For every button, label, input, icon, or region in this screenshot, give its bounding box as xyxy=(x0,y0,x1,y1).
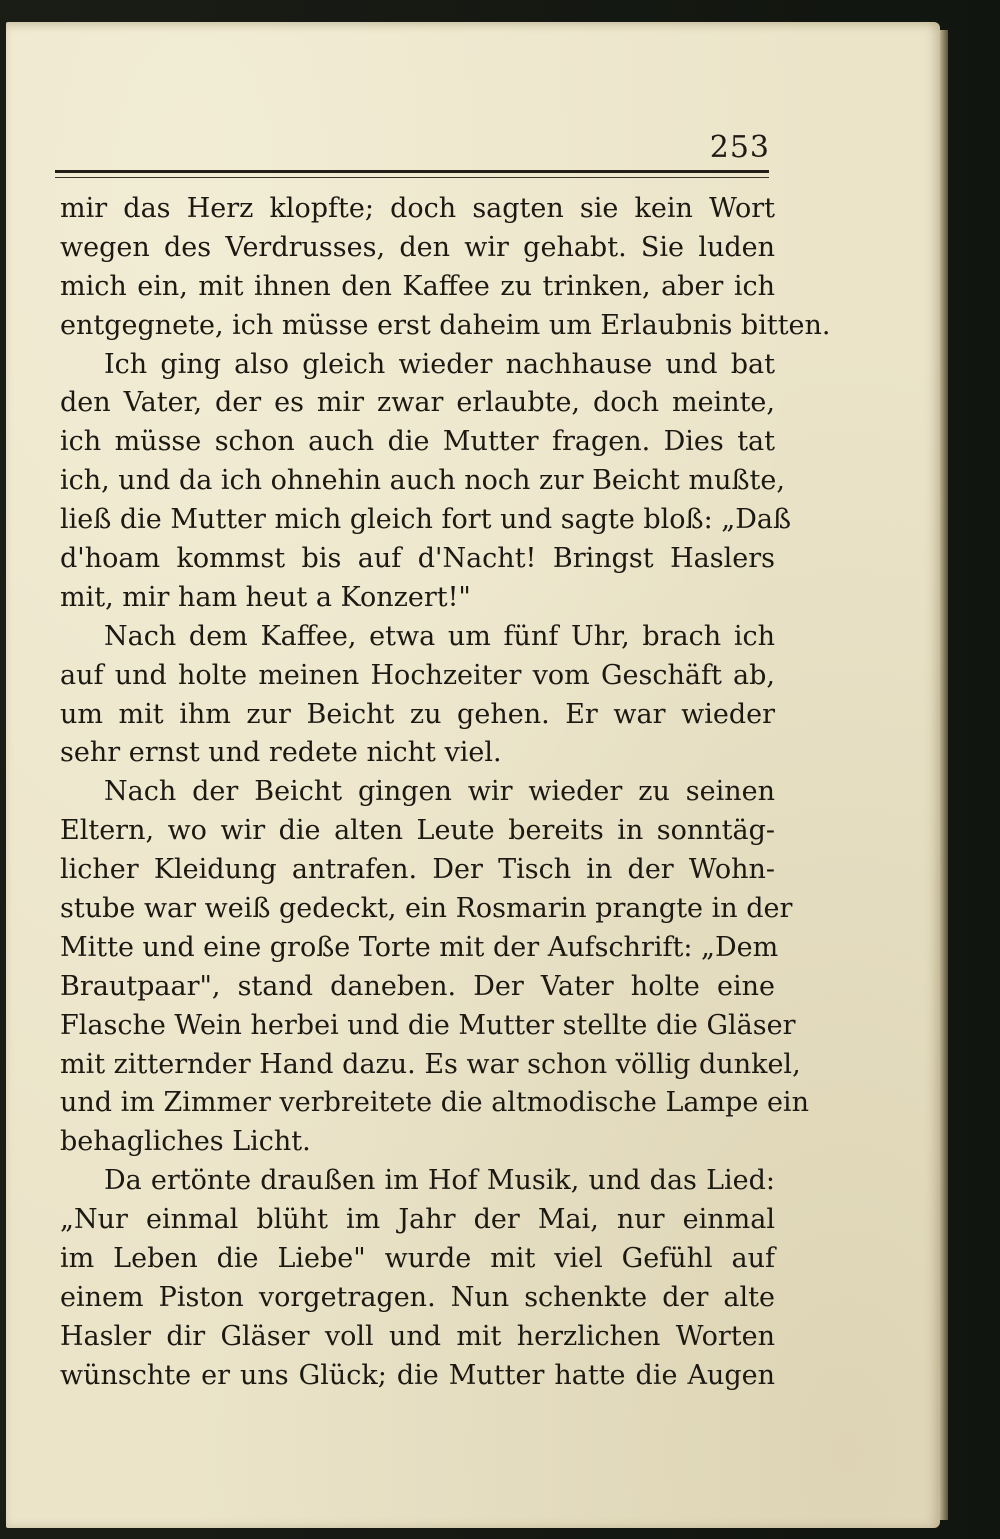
text-line: mir das Herz klopfte; doch sagten sie kein Wort xyxy=(60,193,775,224)
text-line: auf und holte meinen Hochzeiter vom Geschäft ab, xyxy=(60,659,775,691)
text-line: Da ertönte draußen im Hof Musik, und das Lied: xyxy=(104,1165,775,1197)
text-line: ich müsse schon auch die Mutter fragen. Dies tat xyxy=(60,426,775,458)
text-line: im Leben die Liebe" wurde mit viel Gefühl auf xyxy=(60,1243,775,1275)
text-line: Brautpaar", stand daneben. Der Vater holte eine xyxy=(60,970,775,1002)
text-line: „Nur einmal blüht im Jahr der Mai, nur einmal xyxy=(60,1204,775,1236)
text-line: d'hoam kommst bis auf d'Nacht! Bringst Haslers xyxy=(60,543,775,575)
text-line: stube war weiß gedeckt, ein Rosmarin prangte in der xyxy=(60,893,793,925)
text-line: Flasche Wein herbei und die Mutter stellte die Gläser xyxy=(60,1009,796,1041)
text-line: ich, und da ich ohnehin auch noch zur Beicht mußte, xyxy=(60,465,785,497)
body-text xyxy=(60,190,831,1396)
text-line: einem Piston vorgetragen. Nun schenkte der alte xyxy=(60,1281,775,1313)
header-rule xyxy=(55,170,769,173)
text-line: den Vater, der es mir zwar erlaubte, doch meinte, xyxy=(60,387,775,419)
text-line: um mit ihm zur Beicht zu gehen. Er war wieder xyxy=(60,698,775,730)
page-edge xyxy=(940,30,948,1520)
text-line: Nach dem Kaffee, etwa um fünf Uhr, brach ich xyxy=(104,620,775,652)
text-line: behagliches Licht. xyxy=(60,1126,311,1158)
text-line: licher Kleidung antrafen. Der Tisch in der Wohn- xyxy=(60,854,775,886)
text-line: Mitte und eine große Torte mit der Aufschrift: „Dem xyxy=(60,931,779,963)
text-line: entgegnete, ich müsse erst daheim um Erlaubnis bitten. xyxy=(60,309,831,341)
text-line: Ich ging also gleich wieder nachhause und bat xyxy=(104,348,775,380)
text-line: mich ein, mit ihnen den Kaffee zu trinken, aber ich xyxy=(60,270,775,302)
text-line: Eltern, wo wir die alten Leute bereits in sonntäg- xyxy=(60,815,775,847)
text-line: ließ die Mutter mich gleich fort und sagte bloß: „Daß xyxy=(60,504,792,536)
text-line: mit, mir ham heut a Konzert!" xyxy=(60,581,471,613)
text-line: mit zitternder Hand dazu. Es war schon völlig dunkel, xyxy=(60,1048,801,1080)
text-line: Nach der Beicht gingen wir wieder zu seinen xyxy=(104,776,775,808)
page-number: 253 xyxy=(709,130,770,165)
text-line: und im Zimmer verbreitete die altmodische Lampe ein xyxy=(60,1087,809,1119)
text-line: sehr ernst und redete nicht viel. xyxy=(60,737,502,769)
text-line: wegen des Verdrusses, den wir gehabt. Sie luden xyxy=(60,231,775,263)
text-line: Hasler dir Gläser voll und mit herzlichen Worten xyxy=(60,1320,775,1352)
header-rule-thin xyxy=(55,177,769,178)
text-line: wünschte er uns Glück; die Mutter hatte die Augen xyxy=(60,1359,775,1391)
